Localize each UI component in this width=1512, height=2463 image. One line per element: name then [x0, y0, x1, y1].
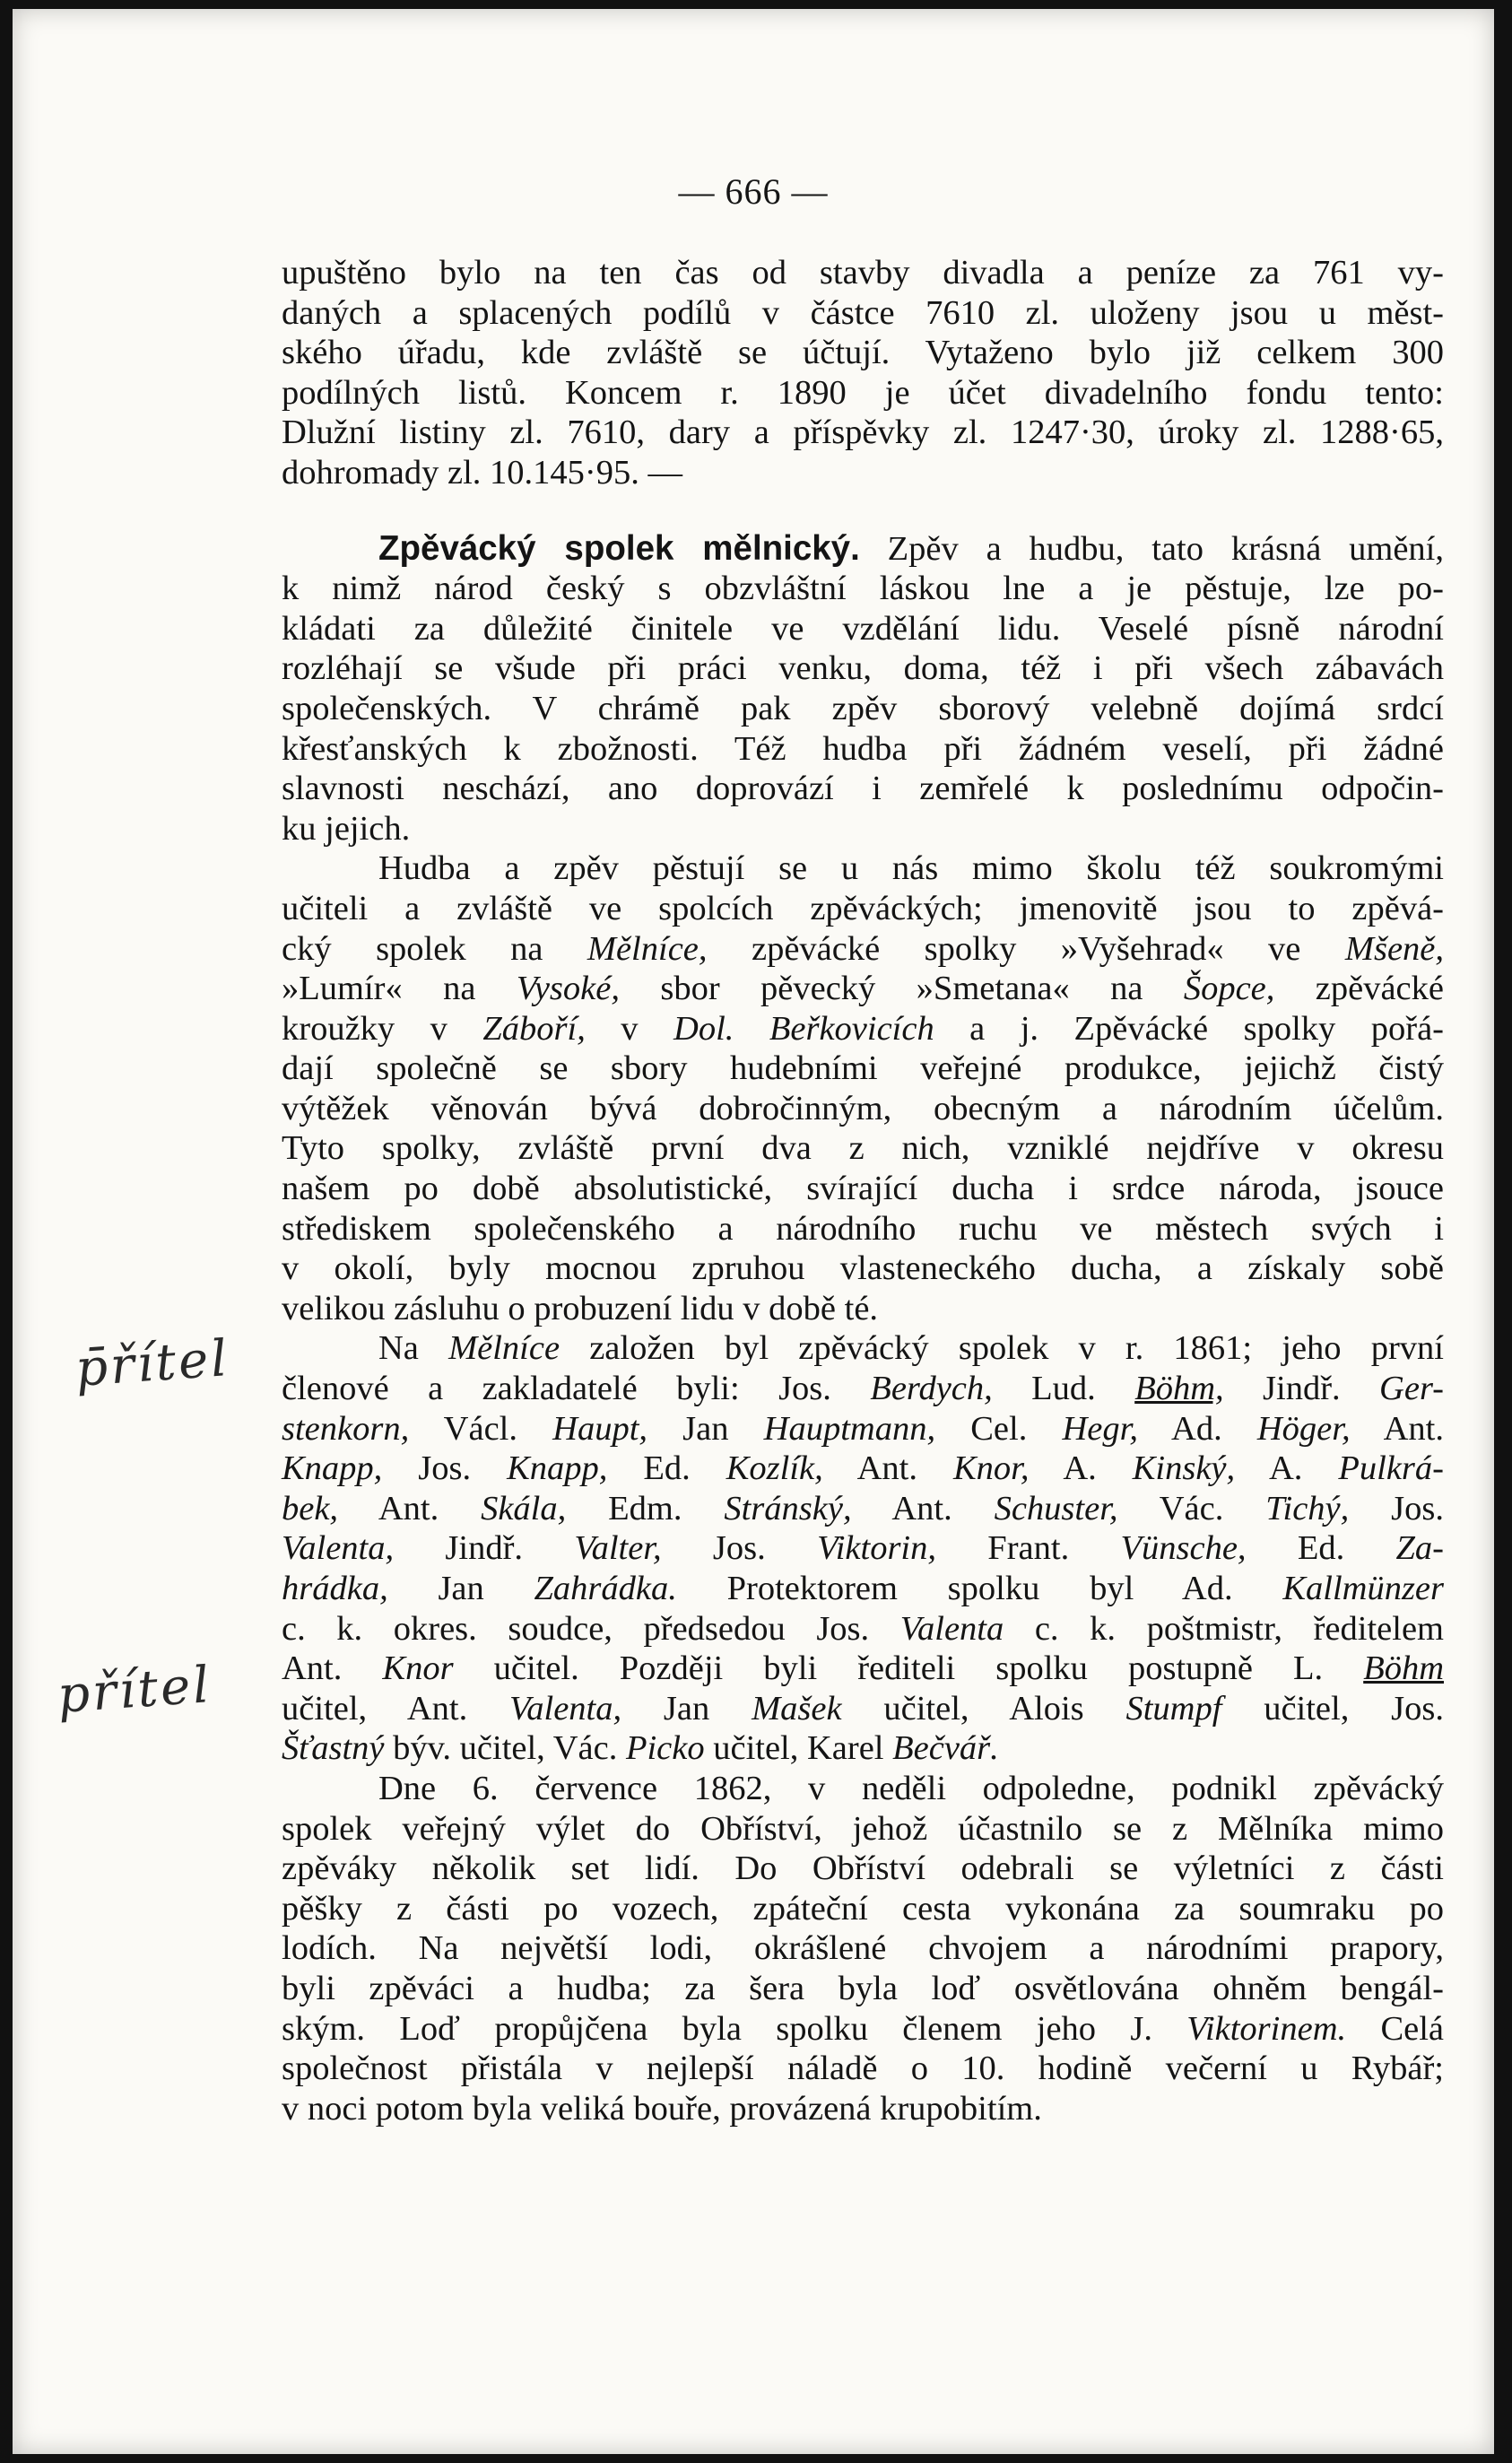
text-line: Tyto spolky, zvláště první dva z nich, vzniklé nejdříve v okresu [282, 1129, 1444, 1168]
paragraph-theatre-fund [282, 253, 1444, 493]
text-line: našem po době absolutistické, svírající ducha i srdce národa, jsouce [282, 1170, 1444, 1208]
text-line: dohromady zl. 10.145·95. — [282, 453, 682, 492]
text-line: Dlužní listiny zl. 7610, dary a příspěvky zl. 1247·30, úroky zl. 1288·65, [282, 413, 1444, 452]
text-line: Zpěvácký spolek mělnický. Zpěv a hudbu, tato krásná umění, [378, 528, 1444, 568]
paragraph-gap [282, 493, 1444, 529]
text-line: členové a zakladatelé byli: Jos. Berdych, Lud. Böhm, Jindř. Ger- [282, 1370, 1444, 1408]
text-line: ským. Loď propůjčena byla spolku členem jeho J. Viktorinem. Celá [282, 2009, 1444, 2048]
text-line: kroužky v Záboří, v Dol. Beřkovicích a j. Zpěvácké spolky pořá- [282, 1009, 1444, 1048]
text-line: hrádka, Jan Zahrádka. Protektorem spolku byl Ad. Kallmünzer [282, 1570, 1445, 1607]
text-line: k nimž národ český s obzvláštní láskou lne a je pěstuje, lze po- [282, 570, 1444, 608]
text-line: podílných listů. Koncem r. 1890 je účet divadelního fondu tento: [282, 373, 1444, 412]
text-line: kládati za důležité činitele ve vzdělání lidu. Veselé písně národní [282, 609, 1444, 648]
text-line: byli zpěváci a hudba; za šera byla loď osvětlována ohněm bengál- [282, 1969, 1444, 2007]
text-line: společenských. V chrámě pak zpěv sborový velebně dojímá srdcí [282, 689, 1444, 727]
paragraph-choir-society [282, 529, 1444, 849]
text-line: střediskem společenského a národního ruchu ve městech svých i [282, 1209, 1444, 1248]
text-line: Na Mělníce založen byl zpěvácký spolek v r. 1861; jeho první [378, 1329, 1444, 1368]
paragraph-melnik-founders [282, 1328, 1444, 1769]
text-line: Knapp, Jos. Knapp, Ed. Kozlík, Ant. Knor, A. Kinský, A. Pulkrá- [282, 1449, 1444, 1488]
text-line: cký spolek na Mělníce, zpěvácké spolky »Vyšehrad« ve Mšeně, [282, 929, 1444, 968]
text-line: slavnosti neschází, ano doprovází i zemřelé k poslednímu odpočin- [282, 770, 1444, 808]
text-line: Valenta, Jindř. Valter, Jos. Viktorin, Frant. Vünsche, Ed. Za- [282, 1529, 1444, 1568]
body-text [282, 253, 1444, 2128]
margin-note-1: p̄řítel [73, 1329, 232, 1398]
text-line: rozléhají se všude při práci venku, doma, též i při všech zábavách [282, 649, 1444, 688]
text-line: výtěžek věnován bývá dobročinným, obecným a národním účelům. [282, 1089, 1444, 1127]
text-line: »Lumír« na Vysoké, sbor pěvecký »Smetana« na Šopce, zpěvácké [282, 970, 1444, 1008]
text-line: spolek veřejný výlet do Obříství, jehož účastnilo se z Mělníka mimo [282, 1809, 1444, 1848]
underlined-name: Böhm [1363, 1649, 1445, 1688]
text-line: dají společně se sbory hudebními veřejné produkce, jejichž čistý [282, 1049, 1444, 1088]
text-line: lodích. Na největší lodi, okrášlené chvojem a národními prapory, [282, 1929, 1444, 1968]
page-number: — 666 — [678, 171, 829, 212]
text-line: křesťanských k zbožnosti. Též hudba při žádném veselí, při žádné [282, 729, 1444, 768]
underlined-name: Böhm, [1134, 1370, 1224, 1408]
text-line: Dne 6. července 1862, v neděli odpoledne, podnikl zpěvácký [378, 1769, 1444, 1807]
text-line: učitel, Ant. Valenta, Jan Mašek učitel, Alois Stumpf učitel, Jos. [282, 1689, 1444, 1728]
margin-note-2: přítel [55, 1656, 214, 1725]
text-line: Ant. Knor učitel. Později byli řediteli spolku postupně L. Böhm [282, 1649, 1445, 1688]
text-line: společnost přistála v nejlepší náladě o 10. hodině večerní u Rybář; [282, 2050, 1444, 2088]
text-line: zpěváky několik set lidí. Do Obříství odebrali se výletníci z části [282, 1849, 1444, 1888]
text-line: daných a splacených podílů v částce 7610 zl. uloženy jsou u měst- [282, 293, 1444, 332]
text-line: velikou zásluhu o probuzení lidu v době té. [282, 1289, 879, 1327]
text-line: Šťastný býv. učitel, Vác. Picko učitel, Karel Bečvář. [282, 1729, 999, 1768]
paragraph-excursion-1862 [282, 1769, 1444, 2128]
text-line: pěšky z části po vozech, zpáteční cesta vykonána za soumraku po [282, 1889, 1444, 1928]
text-line: bek, Ant. Skála, Edm. Stránský, Ant. Schuster, Vác. Tichý, Jos. [282, 1489, 1444, 1527]
document-page [13, 9, 1494, 2454]
text-line: Hudba a zpěv pěstují se u nás mimo školu též soukromými [378, 849, 1444, 888]
paragraph-music-singing [282, 849, 1444, 1328]
section-heading: Zpěvácký spolek mělnický. [378, 528, 860, 568]
text-line: c. k. okres. soudce, předsedou Jos. Valenta c. k. poštmistr, ředitelem [282, 1609, 1444, 1648]
text-line: upuštěno bylo na ten čas od stavby divadla a peníze za 761 vy- [282, 254, 1444, 292]
text-line: ku jejich. [282, 809, 411, 848]
text-line: stenkorn, Václ. Haupt, Jan Hauptmann, Cel. Hegr, Ad. Höger, Ant. [282, 1409, 1444, 1448]
text-line: v noci potom byla veliká bouře, provázená krupobitím. [282, 2089, 1042, 2128]
text-line: v okolí, byly mocnou zpruhou vlasteneckého ducha, a získaly sobě [282, 1249, 1444, 1288]
text-line: ského úřadu, kde zvláště se účtují. Vytaženo bylo již celkem 300 [282, 334, 1444, 372]
text-line: učiteli a zvláště ve spolcích zpěváckých; jmenovitě jsou to zpěvá- [282, 889, 1444, 927]
